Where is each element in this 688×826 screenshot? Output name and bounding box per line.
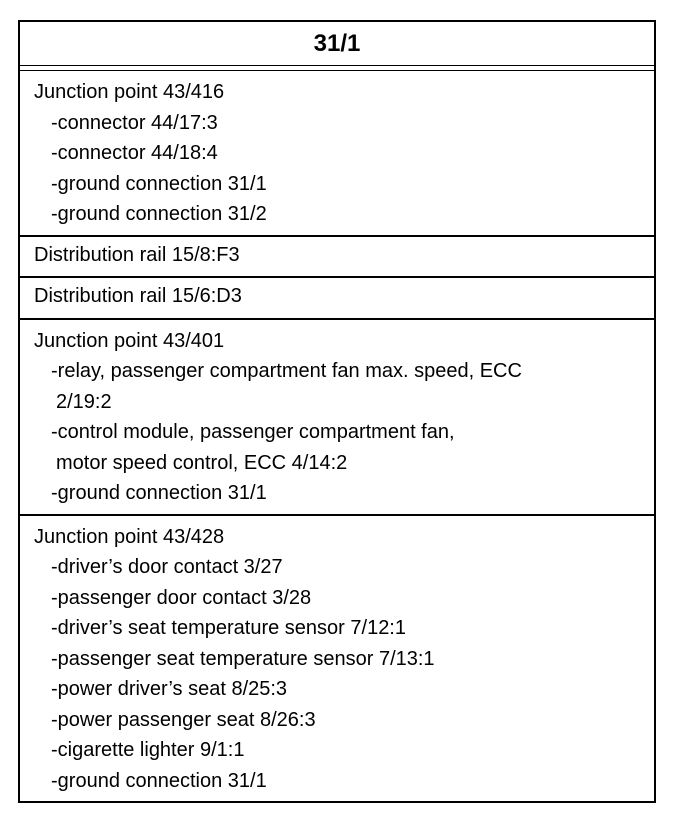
- section-distribution-rail-15-6: [20, 278, 654, 320]
- section-heading: Distribution rail 15/8:F3: [34, 243, 240, 266]
- list-item: -cigarette lighter 9/1:1: [51, 739, 245, 761]
- section-heading: Junction point 43/401: [34, 329, 225, 352]
- list-item-continuation: 2/19:2: [56, 390, 112, 413]
- list-item: -ground connection 31/1: [51, 769, 267, 792]
- list-item-continuation: motor speed control, ECC 4/14:2: [56, 451, 348, 474]
- list-item: -ground connection 31/1: [51, 482, 267, 504]
- section-junction-43-428: [20, 516, 654, 802]
- list-item: -passenger seat temperature sensor 7/13:1: [51, 647, 435, 670]
- list-item: -driver’s door contact 3/27: [51, 556, 283, 578]
- list-item: -passenger door contact 3/28: [51, 586, 312, 609]
- list-item-line: -control module, passenger compartment fan,: [51, 421, 455, 443]
- section-junction-43-401: [20, 320, 654, 516]
- list-item: [34, 356, 646, 417]
- list-item: -power driver’s seat 8/25:3: [51, 678, 288, 700]
- list-item-line: -relay, passenger compartment fan max. speed, ECC: [51, 360, 522, 382]
- section-distribution-rail-15-8: [20, 237, 654, 279]
- list-item: -ground connection 31/1: [51, 172, 267, 195]
- list-item: -connector 44/17:3: [51, 111, 218, 134]
- connection-table: [18, 20, 656, 803]
- list-item: -connector 44/18:4: [51, 142, 218, 164]
- list-item: -driver’s seat temperature sensor 7/12:1: [51, 617, 406, 639]
- section-heading: Junction point 43/428: [34, 525, 225, 548]
- list-item: [34, 417, 646, 478]
- section-heading: Distribution rail 15/6:D3: [34, 285, 242, 307]
- section-heading: Junction point 43/416: [34, 81, 225, 103]
- section-junction-43-416: [20, 71, 654, 237]
- table-title: 31/1: [313, 29, 361, 57]
- list-item: -ground connection 31/2: [51, 203, 267, 225]
- list-item: -power passenger seat 8/26:3: [51, 708, 316, 731]
